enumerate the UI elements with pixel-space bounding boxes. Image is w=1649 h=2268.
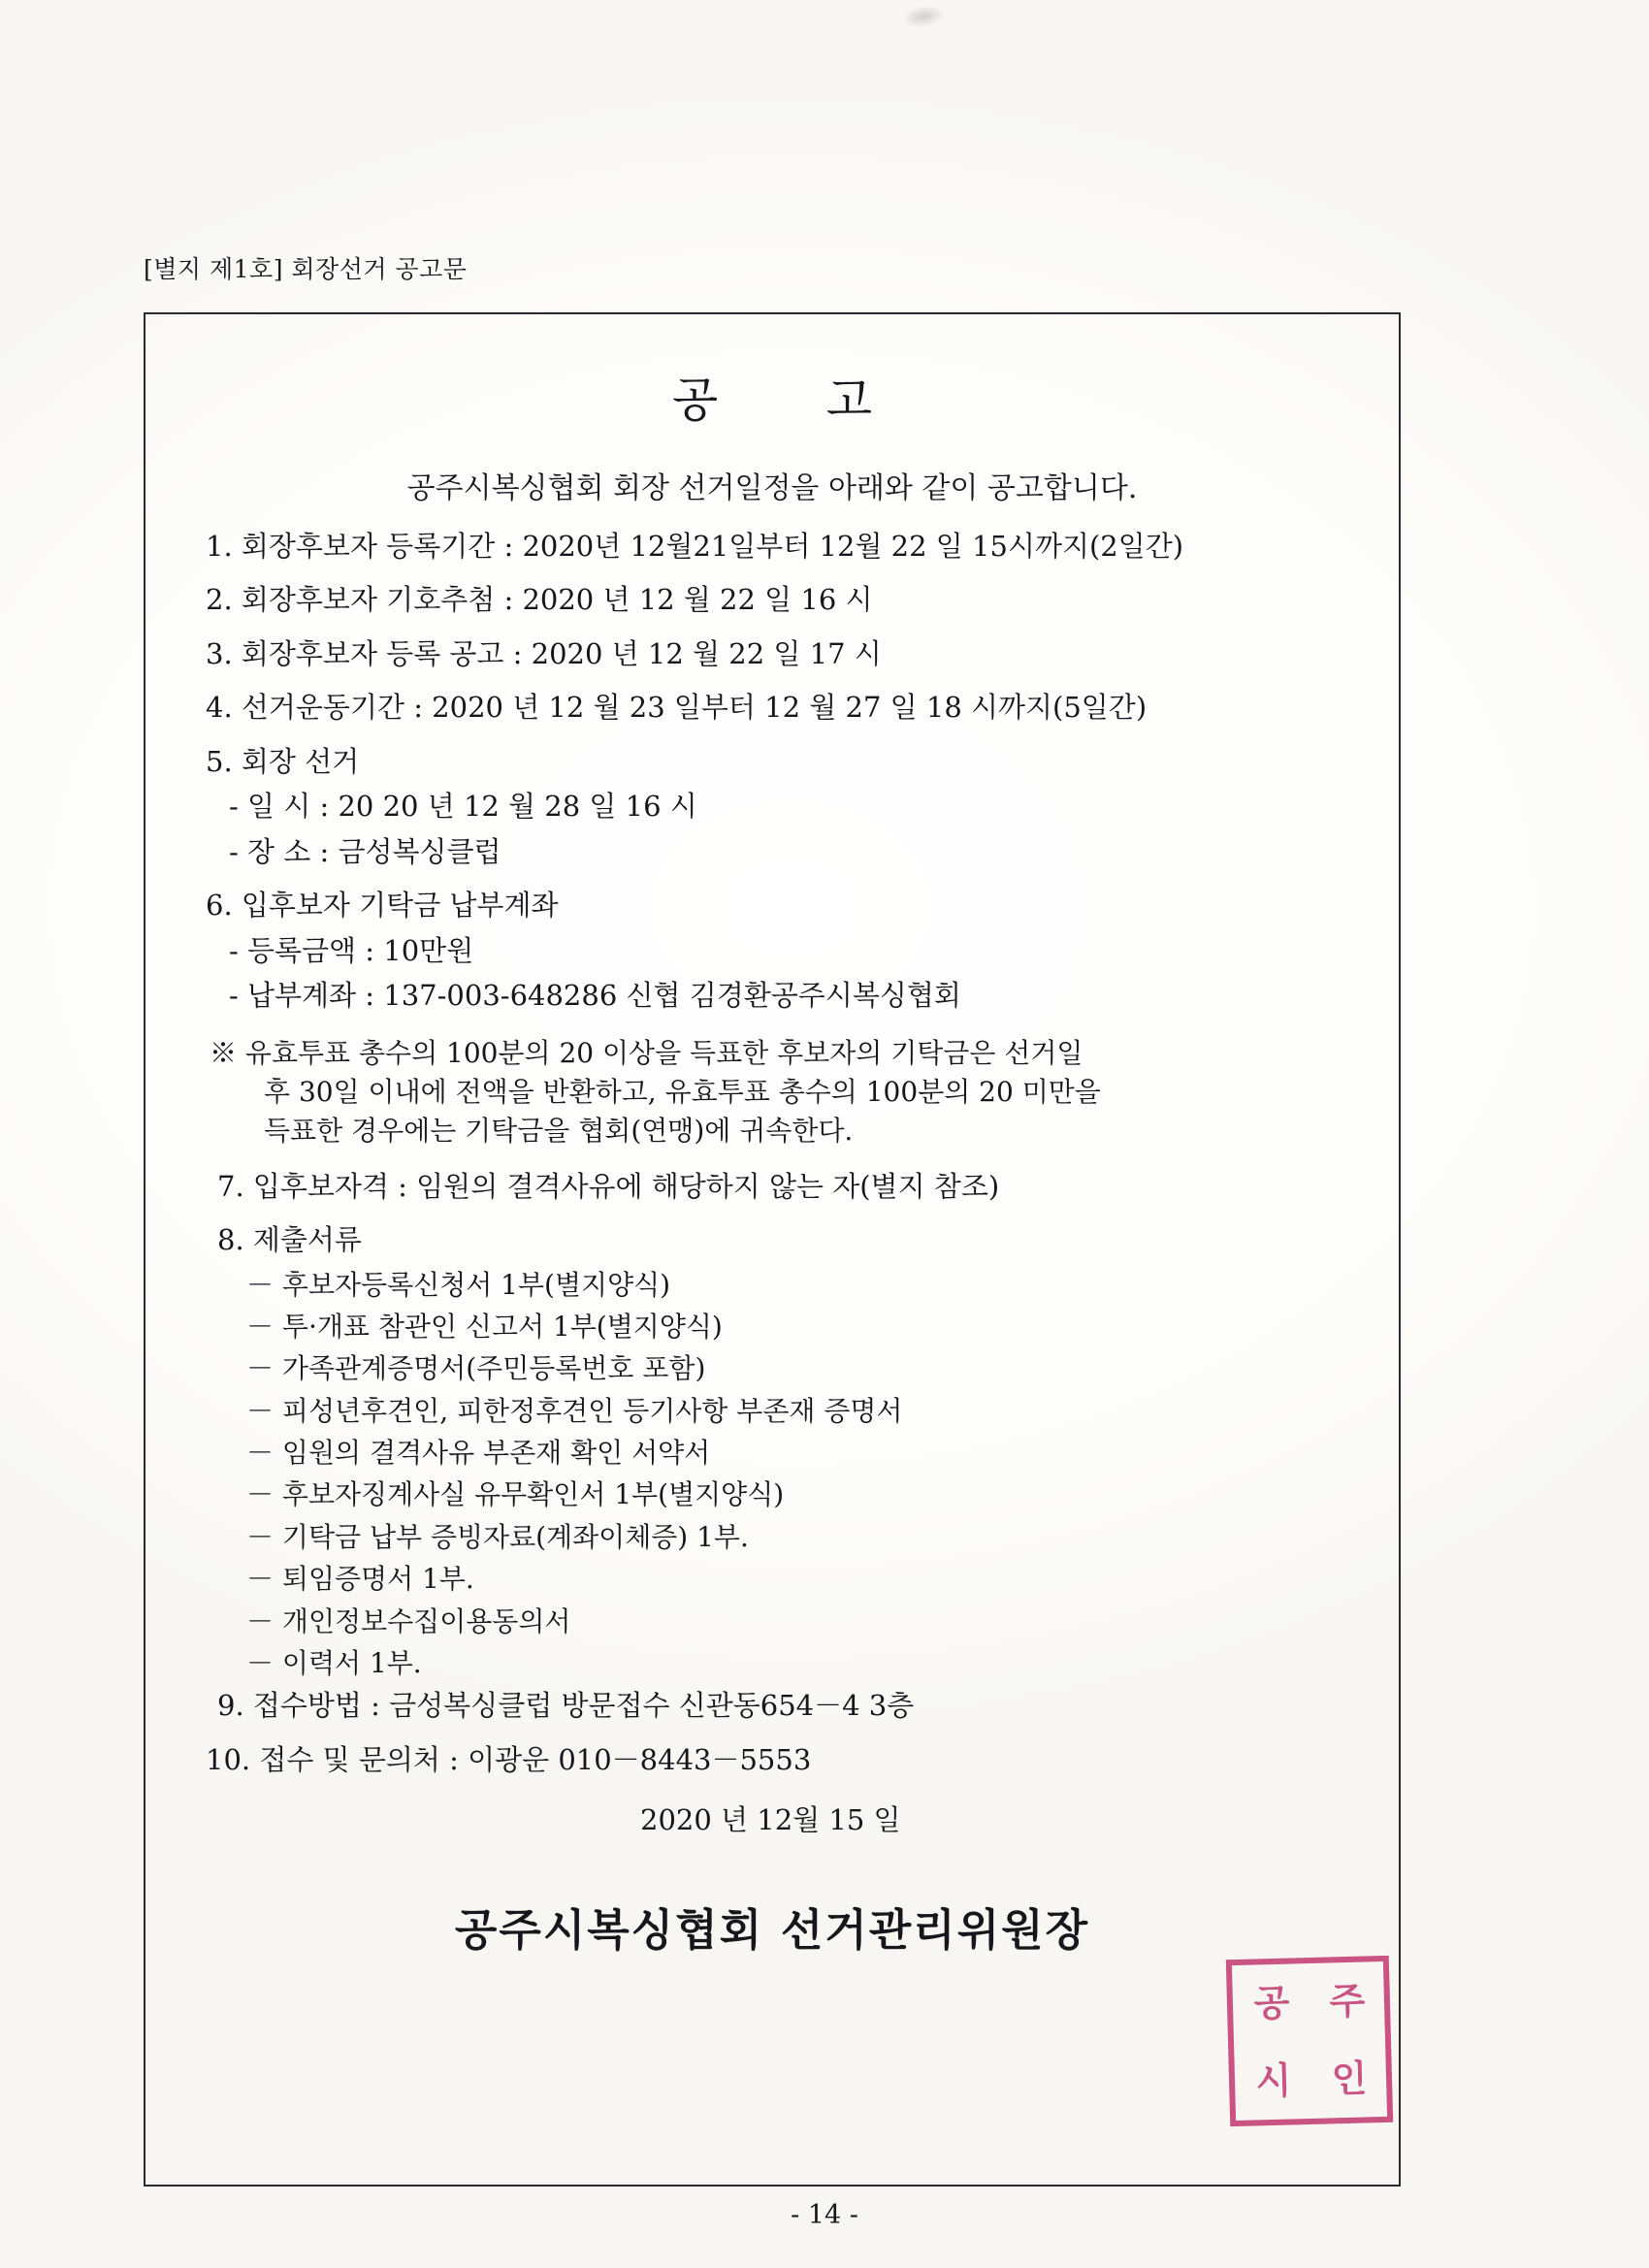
notice-intro: 공주시복싱협회 회장 선거일정을 아래와 같이 공고합니다.	[406, 471, 1138, 505]
list-item: － 가족관계증명서(주민등록번호 포함)	[246, 1352, 706, 1385]
seal-char: 시	[1255, 2058, 1290, 2103]
note-line-2: 후 30일 이내에 전액을 반환하고, 유효투표 총수의 100분의 20 미만을	[264, 1076, 1101, 1109]
issuer-signature: 공주시복싱협회 선거관리위원장	[454, 1904, 1090, 1957]
list-item: － 피성년후견인, 피한정후견인 등기사항 부존재 증명서	[246, 1394, 903, 1427]
attachment-caption: [별지 제1호] 회장선거 공고문	[144, 255, 468, 283]
list-item: - 등록금액 : 10만원	[229, 933, 474, 967]
list-item: － 퇴임증명서 1부.	[246, 1563, 474, 1596]
list-item: － 이력서 1부.	[246, 1647, 422, 1680]
note-line-1: ※ 유효투표 총수의 100분의 20 이상을 득표한 후보자의 기탁금은 선거일	[210, 1037, 1083, 1070]
list-item: 1. 회장후보자 등록기간 : 2020년 12월21일부터 12월 22 일 15시까지(2일간)	[206, 530, 1184, 563]
seal-char: 인	[1331, 2057, 1366, 2101]
notice-frame	[144, 312, 1401, 2187]
required-documents-list	[184, 1268, 1360, 1680]
list-item: - 일 시 : 20 20 년 12 월 28 일 16 시	[229, 790, 697, 824]
list-item: － 개인정보수집이용동의서	[246, 1604, 571, 1637]
seal-char: 주	[1329, 1979, 1364, 2024]
list-item: － 후보자등록신청서 1부(별지양식)	[246, 1268, 671, 1301]
seal-char: 공	[1253, 1981, 1288, 2025]
list-item: 10. 접수 및 문의처 : 이광운 010－8443－5553	[206, 1742, 812, 1776]
list-item: － 기탁금 납부 증빙자료(계좌이체증) 1부.	[246, 1520, 749, 1553]
list-item: 8. 제출서류	[217, 1223, 362, 1257]
list-item: - 납부계좌 : 137-003-648286 신협 김경환공주시복싱협회	[229, 978, 961, 1012]
issue-date: 2020 년 12월 15 일	[640, 1803, 901, 1837]
list-item: － 후보자징계사실 유무확인서 1부(별지양식)	[246, 1478, 785, 1511]
note-line-3: 득표한 경우에는 기탁금을 협회(연맹)에 귀속한다.	[264, 1114, 854, 1147]
list-item: 9. 접수방법 : 금성복싱클럽 방문접수 신관동654－4 3층	[217, 1689, 915, 1723]
page-number: - 14 -	[791, 2200, 858, 2230]
list-item: 5. 회장 선거	[206, 744, 360, 778]
list-item: － 임원의 결격사유 부존재 확인 서약서	[246, 1437, 711, 1470]
official-seal-stamp	[1226, 1956, 1393, 2126]
list-item: 3. 회장후보자 등록 공고 : 2020 년 12 월 22 일 17 시	[206, 636, 882, 670]
list-item: 2. 회장후보자 기호추첨 : 2020 년 12 월 22 일 16 시	[206, 583, 873, 617]
list-item: 6. 입후보자 기탁금 납부계좌	[206, 889, 559, 923]
list-item: 7. 입후보자격 : 임원의 결격사유에 해당하지 않는 자(별지 참조)	[217, 1169, 1000, 1203]
page-title: 공 고	[671, 373, 920, 428]
list-item: 4. 선거운동기간 : 2020 년 12 월 23 일부터 12 월 27 일 18 시까지(5일간)	[206, 691, 1148, 725]
scan-artifact	[901, 3, 947, 30]
list-item: - 장 소 : 금성복싱클럽	[229, 834, 501, 868]
list-item: － 투·개표 참관인 신고서 1부(별지양식)	[246, 1310, 723, 1343]
deposit-refund-note	[184, 1034, 1360, 1150]
